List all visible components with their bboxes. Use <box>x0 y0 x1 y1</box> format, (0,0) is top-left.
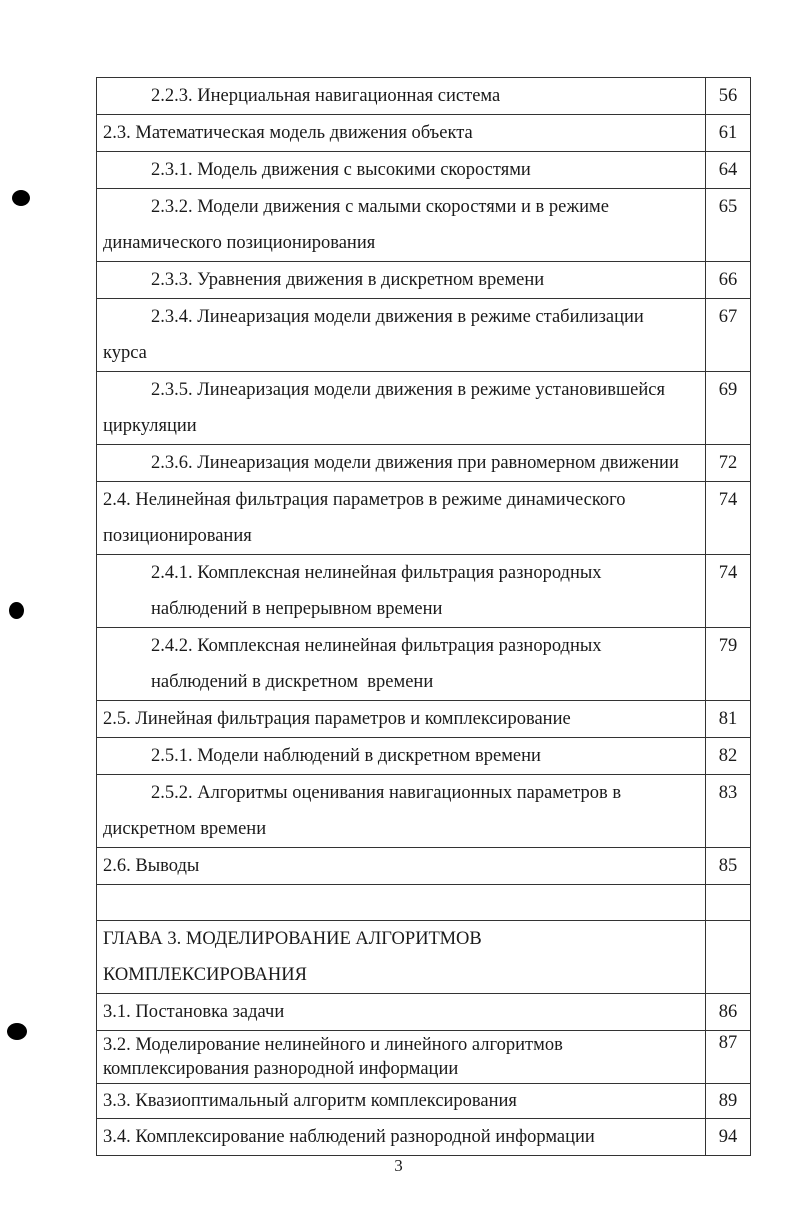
page-number: 3 <box>394 1156 403 1175</box>
toc-entry-title: 2.5. Линейная фильтрация параметров и комплексирование <box>97 701 706 738</box>
scan-blot-mark <box>12 190 30 206</box>
toc-row <box>97 262 751 299</box>
toc-row-blank <box>97 885 751 921</box>
toc-entry-page: 72 <box>706 445 751 482</box>
toc-entry-page: 89 <box>706 1084 751 1119</box>
toc-entry-page: 56 <box>706 78 751 115</box>
toc-entry-page: 64 <box>706 152 751 189</box>
toc-entry-title <box>97 885 706 921</box>
toc-entry-title: 2.3.1. Модель движения с высокими скоростями <box>97 152 706 189</box>
toc-entry-title: 2.3.3. Уравнения движения в дискретном времени <box>97 262 706 299</box>
toc-entry-page: 86 <box>706 994 751 1031</box>
toc-entry-page: 94 <box>706 1119 751 1156</box>
toc-entry-title: 2.5.2. Алгоритмы оценивания навигационных параметров в дискретном времени <box>97 775 706 848</box>
toc-row <box>97 1031 751 1084</box>
toc-entry-title: 2.2.3. Инерциальная навигационная система <box>97 78 706 115</box>
toc-entry-page: 65 <box>706 189 751 262</box>
toc-entry-page <box>706 885 751 921</box>
toc-row <box>97 445 751 482</box>
toc-entry-page: 74 <box>706 482 751 555</box>
toc-row <box>97 848 751 885</box>
toc-entry-title: 3.1. Постановка задачи <box>97 994 706 1031</box>
toc-row <box>97 152 751 189</box>
toc-entry-title: 2.4.1. Комплексная нелинейная фильтрация разнородных наблюдений в непрерывном времени <box>97 555 706 628</box>
toc-entry-title: 2.6. Выводы <box>97 848 706 885</box>
toc-entry-title: 2.3. Математическая модель движения объекта <box>97 115 706 152</box>
toc-entry-page: 81 <box>706 701 751 738</box>
toc-entry-title: 2.4. Нелинейная фильтрация параметров в режиме динамического позиционирования <box>97 482 706 555</box>
toc-row <box>97 78 751 115</box>
toc-row <box>97 1119 751 1156</box>
toc-row <box>97 994 751 1031</box>
toc-row <box>97 372 751 445</box>
toc-entry-title: 2.4.2. Комплексная нелинейная фильтрация разнородных наблюдений в дискретном времени <box>97 628 706 701</box>
toc-entry-title: 2.3.6. Линеаризация модели движения при равномерном движении <box>97 445 706 482</box>
toc-entry-page: 83 <box>706 775 751 848</box>
toc-row <box>97 555 751 628</box>
scan-blot-mark <box>9 602 24 619</box>
toc-entry-page <box>706 921 751 994</box>
toc-row <box>97 115 751 152</box>
toc-row <box>97 299 751 372</box>
toc-entry-title: 3.2. Моделирование нелинейного и линейного алгоритмов комплексирования разнородной информации <box>97 1031 706 1084</box>
toc-row <box>97 1084 751 1119</box>
toc-entry-page: 61 <box>706 115 751 152</box>
toc-entry-title: 2.3.5. Линеаризация модели движения в режиме установившейся циркуляции <box>97 372 706 445</box>
toc-entry-page: 67 <box>706 299 751 372</box>
toc-row <box>97 482 751 555</box>
toc-chapter-title: ГЛАВА 3. МОДЕЛИРОВАНИЕ АЛГОРИТМОВ КОМПЛЕКСИРОВАНИЯ <box>97 921 706 994</box>
toc-row-chapter <box>97 921 751 994</box>
table-of-contents <box>96 77 751 1156</box>
toc-row <box>97 628 751 701</box>
toc-entry-title: 2.3.4. Линеаризация модели движения в режиме стабилизации курса <box>97 299 706 372</box>
toc-entry-title: 3.3. Квазиоптимальный алгоритм комплексирования <box>97 1084 706 1119</box>
scan-blot-mark <box>7 1023 27 1040</box>
toc-row <box>97 189 751 262</box>
toc-entry-title: 2.5.1. Модели наблюдений в дискретном времени <box>97 738 706 775</box>
toc-row <box>97 738 751 775</box>
toc-entry-page: 87 <box>706 1031 751 1084</box>
toc-entry-page: 66 <box>706 262 751 299</box>
toc-entry-page: 74 <box>706 555 751 628</box>
toc-row <box>97 701 751 738</box>
toc-entry-page: 82 <box>706 738 751 775</box>
toc-row <box>97 775 751 848</box>
toc-entry-page: 79 <box>706 628 751 701</box>
toc-entry-title: 2.3.2. Модели движения с малыми скоростями и в режиме динамического позиционирования <box>97 189 706 262</box>
toc-entry-page: 69 <box>706 372 751 445</box>
toc-entry-page: 85 <box>706 848 751 885</box>
toc-entry-title: 3.4. Комплексирование наблюдений разнородной информации <box>97 1119 706 1156</box>
